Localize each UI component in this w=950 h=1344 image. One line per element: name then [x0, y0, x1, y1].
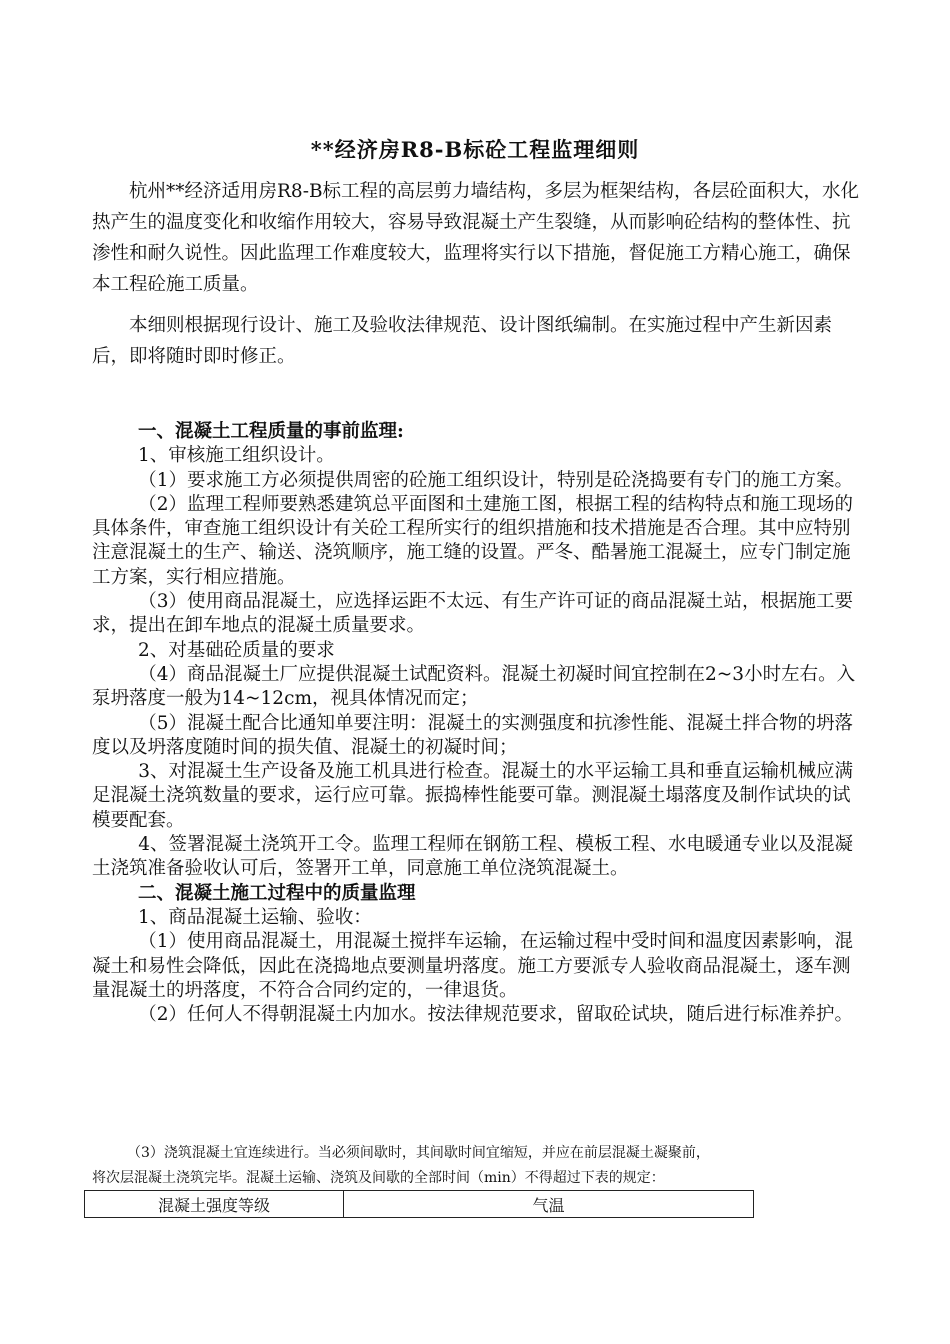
section1-para5: （5）混凝土配合比通知单要注明：混凝土的实测强度和抗渗性能、混凝土拌合物的坍落度以及坍落度随时间的损失值、混凝土的初凝时间； [92, 712, 854, 758]
time-limit-table [84, 1190, 754, 1218]
main-body [92, 420, 867, 1027]
section1-para1: （1）要求施工方必须提供周密的砼施工组织设计，特别是砼浇捣要有专门的施工方案。 [138, 469, 854, 491]
table-header-temperature: 气温 [344, 1191, 754, 1218]
section1-item1: 1、审核施工组织设计。 [138, 445, 335, 467]
section2-item1: 1、商品混凝土运输、验收： [138, 906, 372, 928]
section1-para3: （3）使用商品混凝土，应选择运距不太远、有生产许可证的商品混凝土站，根据施工要求，提出在卸车地点的混凝土质量要求。 [92, 591, 854, 637]
table-header-row [85, 1191, 754, 1218]
intro-paragraph-2: 本细则根据现行设计、施工及验收法律规范、设计图纸编制。在实施过程中产生新因素后，即将随时即时修正。 [92, 315, 833, 367]
table-header-strength-grade: 混凝土强度等级 [85, 1191, 344, 1218]
section2-para3-line1: （3）浇筑混凝土宜连续进行。当必须间歇时，其间歇时间宜缩短，并应在前层混凝土凝聚前， [127, 1145, 710, 1161]
section2-para3 [92, 1141, 867, 1191]
section1-item2: 2、对基础砼质量的要求 [138, 639, 335, 661]
intro-paragraph-1: 杭州**经济适用房R8-B标工程的高层剪力墙结构，多层为框架结构，各层砼面积大，水化热产生的温度变化和收缩作用较大，容易导致混凝土产生裂缝，从而影响砼结构的整体性、抗渗性和耐久说性。因此监理工作难度较大，监理将实行以下措施，督促施工方精心施工，确保本工程砼施工质量。 [92, 181, 860, 295]
section1-heading: 一、混凝土工程质量的事前监理: [138, 421, 404, 442]
section2-para2: （2）任何人不得朝混凝土内加水。按法律规范要求，留取砼试块，随后进行标准养护。 [138, 1004, 854, 1026]
section2-heading: 二、混凝土施工过程中的质量监理 [138, 882, 416, 904]
section1-para6: 3、对混凝土生产设备及施工机具进行检查。混凝土的水平运输工具和垂直运输机械应满足混凝土浇筑数量的要求，运行应可靠。振捣棒性能要可靠。测混凝土塌落度及制作试块的试模要配套。 [92, 761, 854, 831]
section1-para7: 4、签署混凝土浇筑开工令。监理工程师在钢筋工程、模板工程、水电暖通专业以及混凝土浇筑准备验收认可后，签署开工单，同意施工单位浇筑混凝土。 [92, 834, 854, 880]
section1-para2: （2）监理工程师要熟悉建筑总平面图和土建施工图，根据工程的结构特点和施工现场的具体条件，审查施工组织设计有关砼工程所实行的组织措施和技术措施是否合理。其中应特别注意混凝土的生产、输送、浇筑顺序，施工缝的设置。严冬、酷暑施工混凝土，应专门制定施工方案，实行相应措施。 [92, 493, 854, 588]
section2-para3-line2: 将次层混凝土浇筑完毕。混凝土运输、浇筑及间歇的全部时间（min）不得超过下表的规定： [92, 1170, 665, 1186]
document-title: **经济房R8-B标砼工程监理细则 [310, 137, 640, 162]
section1-para4: （4）商品混凝土厂应提供混凝土试配资料。混凝土初凝时间宜控制在2~3小时左右。入泵坍落度一般为14~12cm，视具体情况而定； [92, 663, 856, 710]
section2-para1: （1）使用商品混凝土，用混凝土搅拌车运输，在运输过程中受时间和温度因素影响，混凝土和易性会降低，因此在浇捣地点要测量坍落度。施工方要派专人验收商品混凝土，逐车测量混凝土的坍落度，不符合合同约定的，一律退货。 [92, 931, 854, 1001]
